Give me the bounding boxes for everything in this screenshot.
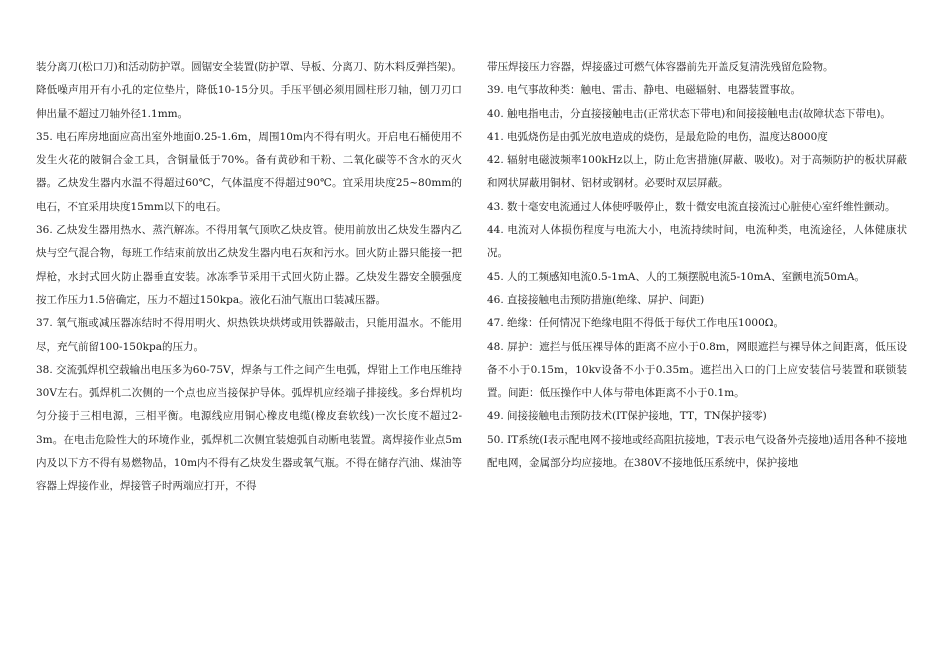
paragraph-49: 49. 间接接触电击预防技术(IT保护接地，TT，TN保护接零) bbox=[487, 410, 767, 423]
paragraph-46: 46. 直接接触电击预防措施(绝缘、屏护、间距) bbox=[487, 293, 705, 306]
paragraph-40: 40. 触电指电击，分直接接触电击(正常状态下带电)和间接接触电击(故障状态下带电)。 bbox=[487, 107, 891, 120]
paragraph-47: 47. 绝缘：任何情况下绝缘电阻不得低于每伏工作电压1000Ω。 bbox=[487, 317, 784, 330]
paragraph-41: 41. 电弧烧伤是由弧光放电造成的烧伤，是最危险的电伤，温度达8000度 bbox=[487, 130, 828, 143]
paragraph-39: 39. 电气事故种类：触电、雷击、静电、电磁辐射、电器装置事故。 bbox=[487, 84, 802, 97]
paragraph-38: 38. 交流弧焊机空载输出电压多为60-75V，焊条与工件之间产生电弧，焊钳上工作电压维持30V左右。弧焊机二次侧的一个点也应当接保护导体。弧焊机应经端子排接线。多台焊机均匀分接于三相电源，三相平衡。电源线应用铜心橡皮电缆(橡皮套软线)一次长度不超过2-3m。在电击危险性大的环境作业，弧焊机二次侧宜装熄弧自动断电装置。离焊接作业点5m内及以下方不得有易燃物品，10m内不得有乙炔发生器或氧气瓶。不得在储存汽油、煤油等容器上焊接作业，焊接管子时两端应打开，不得 bbox=[36, 363, 462, 493]
paragraph-50: 50. IT系统(I表示配电网不接地或经高阻抗接地，T表示电气设备外壳接地)适用各种不接地配电网，金属部分均应接地。在380V不接地低压系统中，保护接地 bbox=[487, 433, 907, 470]
paragraph-36: 36. 乙炔发生器用热水、蒸汽解冻。不得用氧气顶吹乙炔皮管。使用前放出乙炔发生器内乙炔与空气混合物，每班工作结束前放出乙炔发生器内电石灰和污水。回火防止器只能接一把焊枪，水封式回火防止器垂直安装。冰冻季节采用干式回火防止器。乙炔发生器安全膜强度按工作压力1.5倍确定，压力不超过150kpa。液化石油气瓶出口装减压器。 bbox=[36, 224, 462, 306]
paragraph-48: 48. 屏护：遮拦与低压裸导体的距离不应小于0.8m，网眼遮拦与裸导体之间距离，低压设备不小于0.15m，10kv设备不小于0.35m。遮拦出入口的门上应安装信号装置和联锁装置。间距：低压操作中人体与带电体距离不小于0.1m。 bbox=[487, 340, 907, 400]
paragraph-45: 45. 人的工频感知电流0.5-1mA、人的工频摆脱电流5-10mA、室颤电流50mA。 bbox=[487, 270, 866, 283]
right-column bbox=[487, 56, 907, 475]
paragraph-35: 35. 电石库房地面应高出室外地面0.25-1.6m，周围10m内不得有明火。开启电石桶使用不发生火花的陂铜合金工具，含铜量低于70%。备有黄砂和干粉、二氧化碳等不含水的灭火器。乙炔发生器内水温不得超过60℃，气体温度不得超过90℃。宜采用块度25~80mm的电石，不宜采用块度15mm以下的电石。 bbox=[36, 130, 462, 213]
paragraph-43: 43. 数十毫安电流通过人体使呼吸停止，数十微安电流直接流过心脏使心室纤维性颤动。 bbox=[487, 200, 896, 213]
paragraph-42: 42. 辐射电磁波频率100kHz以上，防止危害措施(屏蔽、吸收)。对于高频防护的板状屏蔽和网状屏蔽用铜材、铝材或钢材。必要时双层屏蔽。 bbox=[487, 154, 907, 190]
paragraph-saw-safety: 装分离刀(松口刀)和活动防护罩。圆锯安全装置(防护罩、导板、分离刀、防木料反弹挡架)。降低噪声用开有小孔的定位垫片，降低10-15分贝。手压平刨必须用圆柱形刀轴，刨刀刃口伸出量不超过刀轴外径1.1mm。 bbox=[36, 61, 462, 120]
left-column bbox=[36, 56, 462, 499]
paragraph-welding-continued: 带压焊接压力容器，焊接盛过可燃气体容器前先开盖反复清洗残留危险物。 bbox=[487, 61, 834, 73]
paragraph-44: 44. 电流对人体损伤程度与电流大小，电流持续时间，电流种类，电流途径，人体健康状况。 bbox=[487, 224, 907, 260]
paragraph-37: 37. 氧气瓶或减压器冻结时不得用明火、炽热铁块烘烤或用铁器敲击，只能用温水。不能用尽，充气前留100-150kpa的压力。 bbox=[36, 317, 462, 353]
